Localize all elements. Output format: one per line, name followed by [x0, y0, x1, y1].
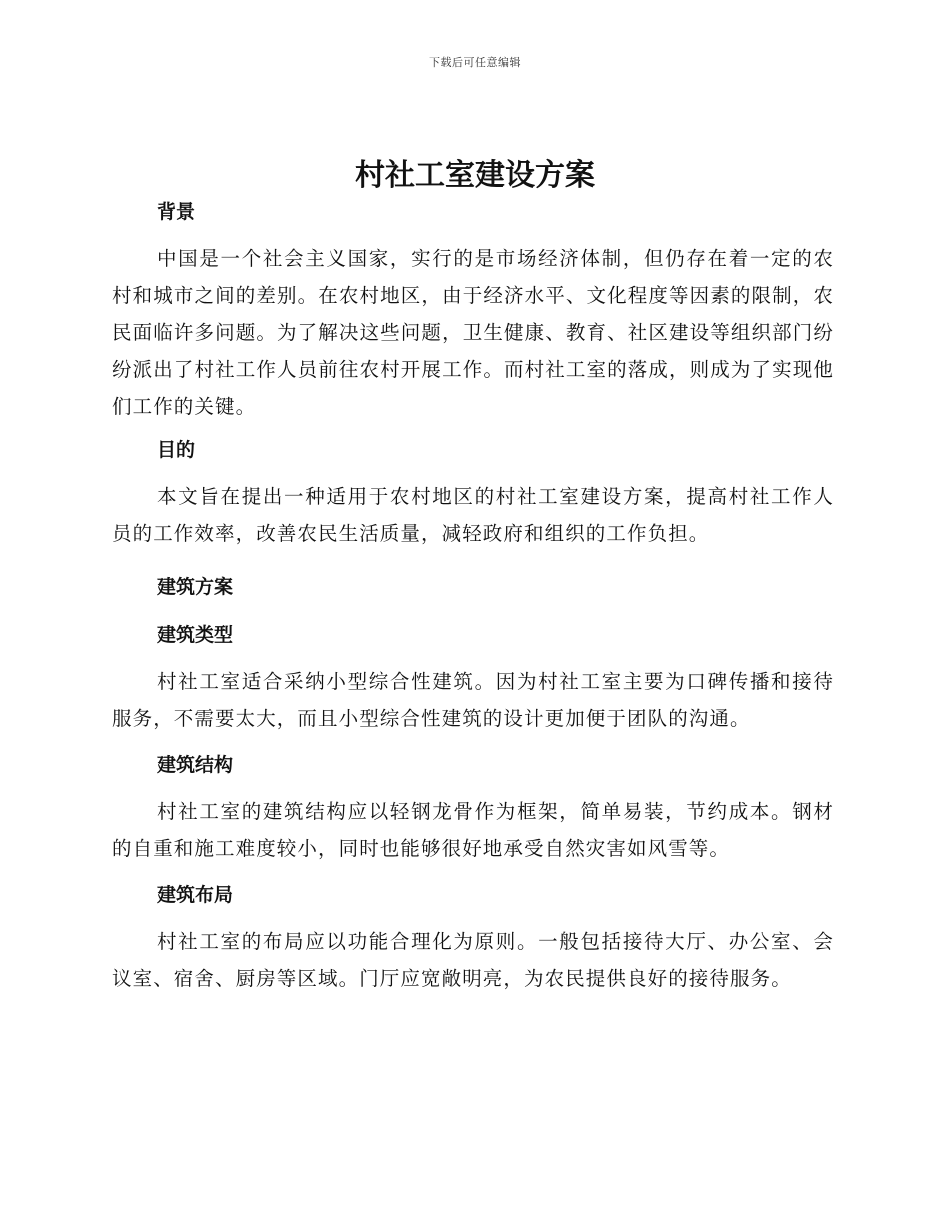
- heading-building-structure: 建筑结构: [157, 754, 234, 776]
- heading-building-plan: 建筑方案: [157, 576, 234, 598]
- heading-building-layout: 建筑布局: [157, 884, 234, 906]
- paragraph-building-structure: 村社工室的建筑结构应以轻钢龙骨作为框架，简单易装，节约成本。钢材的自重和施工难度较小，同时也能够很好地承受自然灾害如风雪等。: [112, 800, 834, 860]
- heading-purpose: 目的: [157, 439, 196, 461]
- paragraph-building-layout: 村社工室的布局应以功能合理化为原则。一般包括接待大厅、办公室、会议室、宿舍、厨房等区域。门厅应宽敞明亮，为农民提供良好的接待服务。: [112, 930, 834, 990]
- header-note: 下载后可任意编辑: [429, 56, 521, 69]
- paragraph-building-type: 村社工室适合采纳小型综合性建筑。因为村社工室主要为口碑传播和接待服务，不需要太大，而且小型综合性建筑的设计更加便于团队的沟通。: [112, 670, 834, 730]
- heading-building-type: 建筑类型: [157, 624, 234, 646]
- heading-background: 背景: [157, 201, 196, 223]
- paragraph-purpose: 本文旨在提出一种适用于农村地区的村社工室建设方案，提高村社工作人员的工作效率，改善农民生活质量，减轻政府和组织的工作负担。: [112, 485, 834, 545]
- document-title: 村社工室建设方案: [355, 158, 595, 193]
- document-body: [112, 190, 834, 997]
- paragraph-background: 中国是一个社会主义国家，实行的是市场经济体制，但仍存在着一定的农村和城市之间的差别。在农村地区，由于经济水平、文化程度等因素的限制，农民面临许多问题。为了解决这些问题，卫生健康、教育、社区建设等组织部门纷纷派出了村社工作人员前往农村开展工作。而村社工室的落成，则成为了实现他们工作的关键。: [112, 247, 834, 418]
